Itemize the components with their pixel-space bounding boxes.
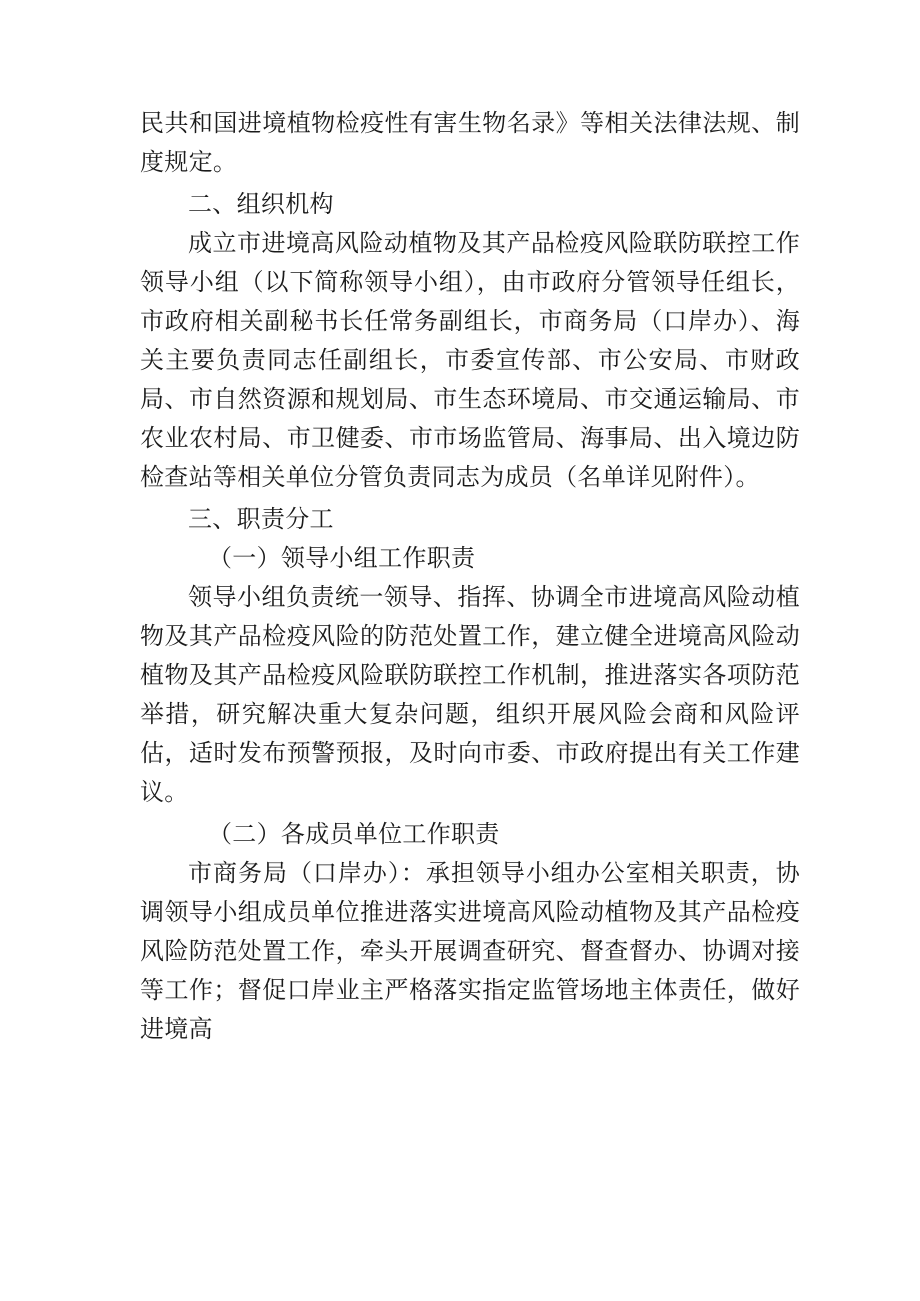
subsection-heading-leading-group-duties: （一）领导小组工作职责 xyxy=(208,544,476,572)
paragraph-law-references: 民共和国进境植物检疫性有害生物名录》等相关法律法规、制度规定。 xyxy=(140,109,800,176)
subsection-heading-member-duties: （二）各成员单位工作职责 xyxy=(208,820,500,848)
paragraph-leading-group: 成立市进境高风险动植物及其产品检疫风险联防联控工作领导小组（以下简称领导小组），由市政府分管领导任组长，市政府相关副秘书长任常务副组长，市商务局（口岸办）、海关主要负责同志任副组长，市委宣传部、市公安局、市财政局、市自然资源和规划局、市生态环境局、市交通运输局、市农业农村局、市卫健委、市市场监管局、海事局、出入境边防检查站等相关单位分管负责同志为成员（名单详见附件）。 xyxy=(140,229,800,491)
document-body xyxy=(140,104,800,1049)
paragraph-commerce-bureau-duties: 市商务局（口岸办）：承担领导小组办公室相关职责，协调领导小组成员单位推进落实进境高风险动植物及其产品检疫风险防范处置工作，牵头开展调查研究、督查督办、协调对接等工作；督促口岸业主严格落实指定监管场地主体责任，做好进境高 xyxy=(140,859,800,1043)
section-heading-organization: 二、组织机构 xyxy=(188,190,334,218)
section-heading-responsibilities: 三、职责分工 xyxy=(188,505,334,533)
paragraph-leading-group-duties: 领导小组负责统一领导、指挥、协调全市进境高风险动植物及其产品检疫风险的防范处置工作，建立健全进境高风险动植物及其产品检疫风险联防联控工作机制，推进落实各项防范举措，研究解决重大复杂问题，组织开展风险会商和风险评估，适时发布预警预报，及时向市委、市政府提出有关工作建议。 xyxy=(140,583,800,806)
